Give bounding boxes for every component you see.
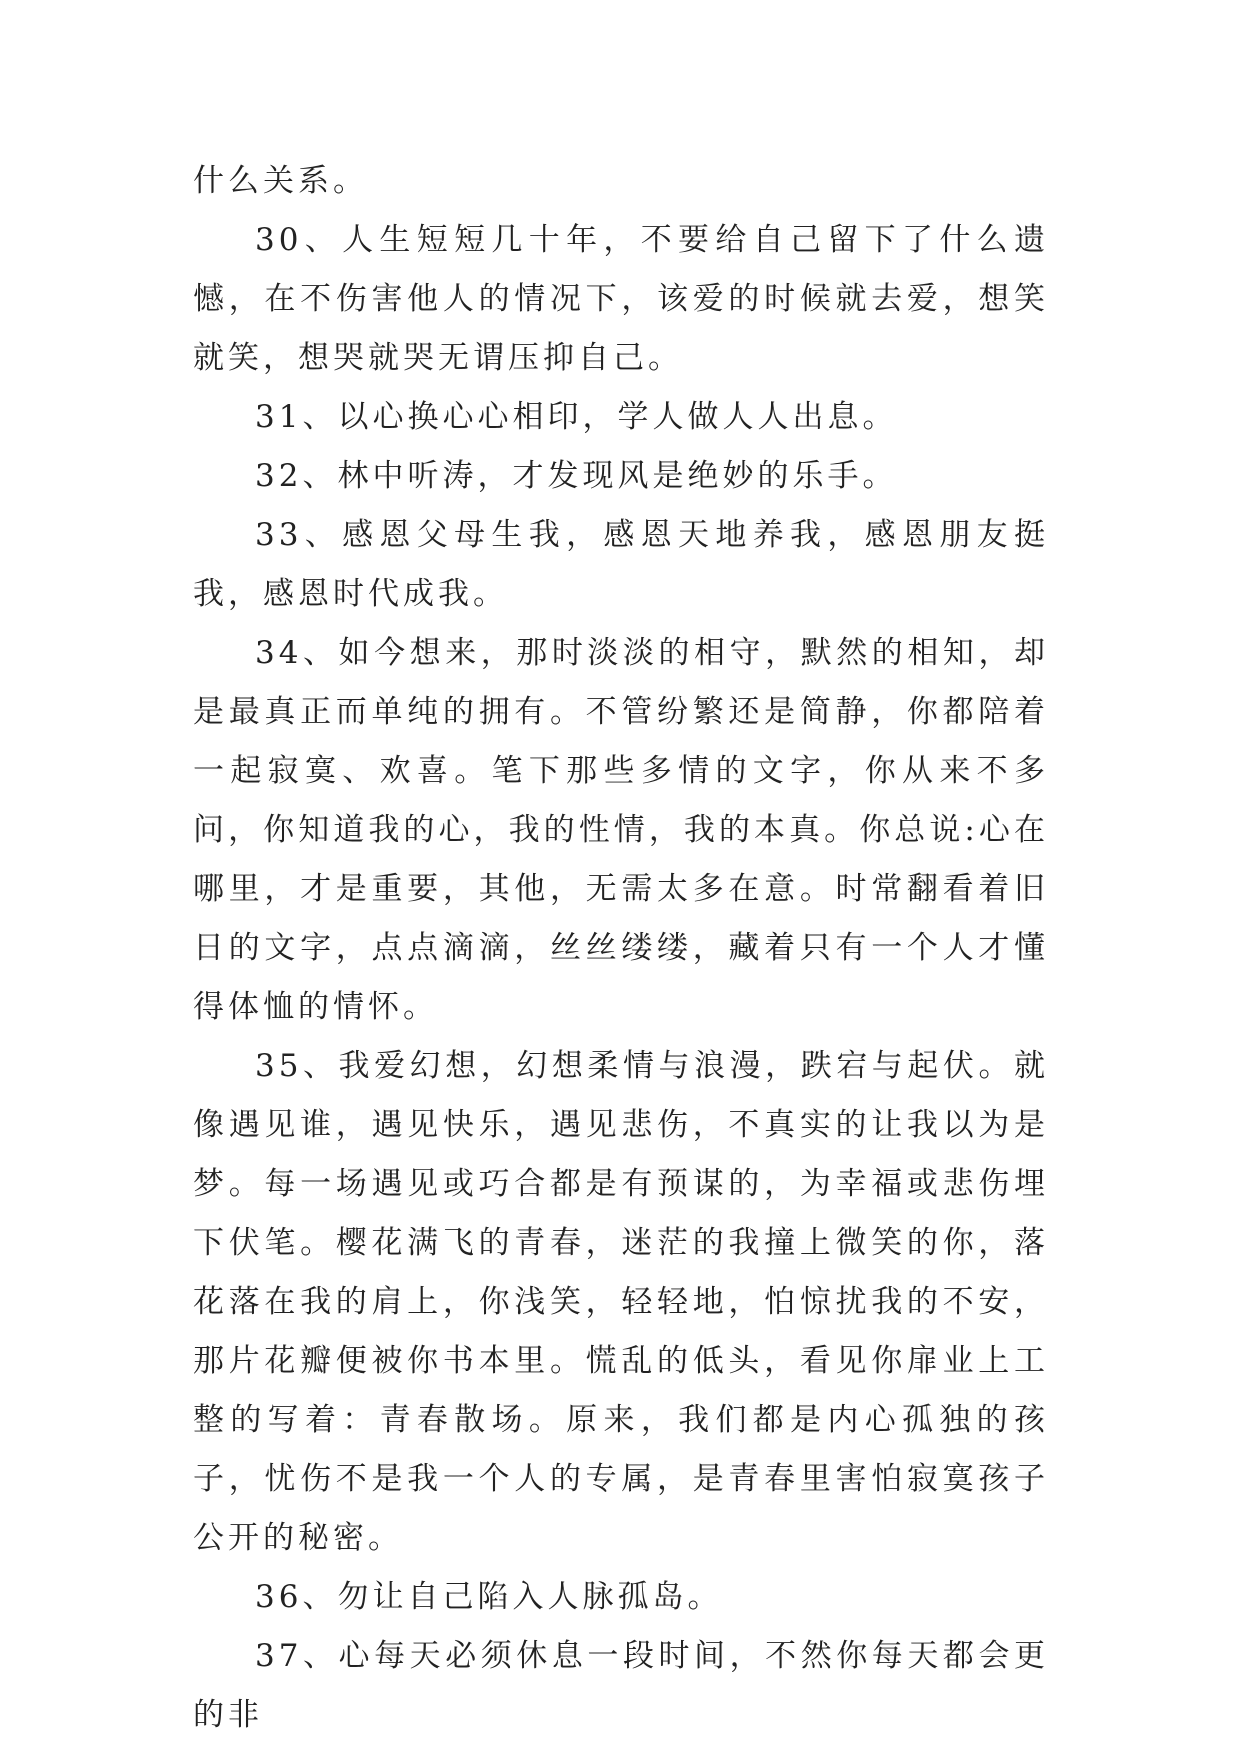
paragraph-continuation: 什么关系。 (193, 163, 368, 199)
paragraph-item-35: 35、我爱幻想，幻想柔情与浪漫，跌宕与起伏。就像遇见谁，遇见快乐，遇见悲伤，不真实的让我以为是梦。每一场遇见或巧合都是有预谋的，为幸福或悲伤埋下伏笔。樱花满飞的青春，迷茫的我撞上微笑的你，落花落在我的肩上，你浅笑，轻轻地，怕惊扰我的不安，那片花瓣便被你书本里。慌乱的低头，看见你扉业上工整的写着：青春散场。原来，我们都是内心孤独的孩子，忧伤不是我一个人的专属，是青春里害怕寂寞孩子公开的秘密。 (193, 1048, 1049, 1556)
paragraph-item-31: 31、以心换心心相印，学人做人人出息。 (255, 399, 898, 435)
paragraph-item-32: 32、林中听涛，才发现风是绝妙的乐手。 (255, 458, 898, 494)
paragraph-item-34: 34、如今想来，那时淡淡的相守，默然的相知，却是最真正而单纯的拥有。不管纷繁还是简静，你都陪着一起寂寞、欢喜。笔下那些多情的文字，你从来不多问，你知道我的心，我的性情，我的本真。你总说:心在哪里，才是重要，其他，无需太多在意。时常翻看着旧日的文字，点点滴滴，丝丝缕缕，藏着只有一个人才懂得体恤的情怀。 (193, 635, 1049, 1025)
paragraph-item-30: 30、人生短短几十年，不要给自己留下了什么遗憾，在不伤害他人的情况下，该爱的时候就去爱，想笑就笑，想哭就哭无谓压抑自己。 (193, 222, 1049, 376)
paragraph-item-33: 33、感恩父母生我，感恩天地养我，感恩朋友挺我，感恩时代成我。 (193, 517, 1049, 612)
document-body (193, 152, 1049, 1745)
paragraph-item-36: 36、勿让自己陷入人脉孤岛。 (255, 1579, 723, 1615)
paragraph-item-37: 37、心每天必须休息一段时间，不然你每天都会更的非 (193, 1638, 1049, 1733)
